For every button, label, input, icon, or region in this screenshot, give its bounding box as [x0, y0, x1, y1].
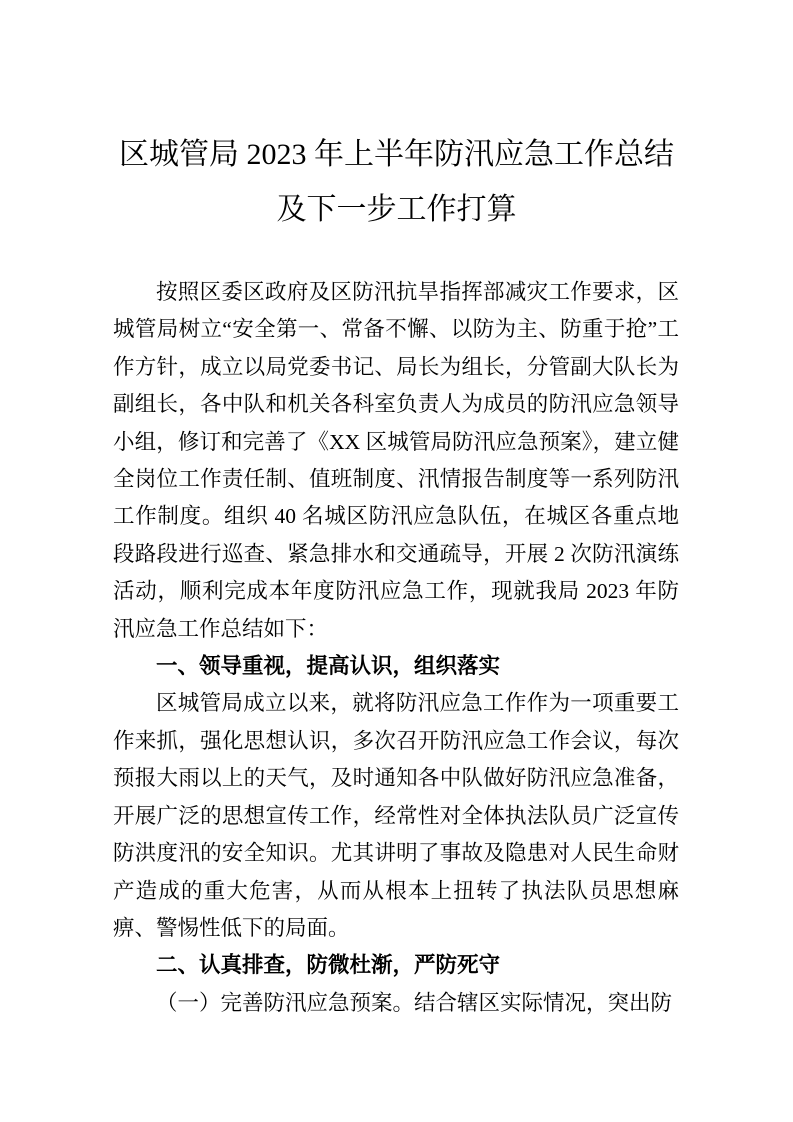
- document-title-line-1: 区城管局 2023 年上半年防汛应急工作总结: [119, 138, 674, 171]
- paragraph-intro: 按照区委区政府及区防汛抗旱指挥部减灾工作要求，区城管局树立“安全第一、常备不懈、以防为主、防重于抢”工作方针，成立以局党委书记、局长为组长，分管副大队长为副组长，各中队和机关各科室负责人为成员的防汛应急领导小组，修订和完善了《XX 区城管局防汛应急预案》，建立健全岗位工作责任制、值班制度、汛情报告制度等一系列防汛工作制度。组织 40 名城区防汛应急队伍，在城区各重点地段路段进行巡查、紧急排水和交通疏导，开展 2 次防汛演练活动，顺利完成本年度防汛应急工作，现就我局 2023 年防汛应急工作总结如下：: [113, 280, 679, 641]
- document-body: [113, 274, 679, 1022]
- paragraph-continuation: 结合辖区实际情况，突出防: [414, 990, 673, 1015]
- paragraph-section-1: 区城管局成立以来，就将防汛应急工作作为一项重要工作来抓，强化思想认识，多次召开防汛应急工作会议，每次预报大雨以上的天气，及时通知各中队做好防汛应急准备，开展广泛的思想宣传工作，经常性对全体执法队员广泛宣传防洪度汛的安全知识。尤其讲明了事故及隐患对人民生命财产造成的重大危害，从而从根本上扭转了执法队员思想麻痹、警惕性低下的局面。: [113, 691, 679, 940]
- paragraph-section-2: [113, 985, 679, 1022]
- section-heading-2: 二、认真排查，防微杜渐，严防死守: [156, 953, 501, 978]
- document-title-line-2: 及下一步工作打算: [276, 193, 517, 226]
- paragraph-lead-emphasis: （一）完善防汛应急预案。: [156, 990, 415, 1015]
- section-heading-1: 一、领导重视，提高认识，组织落实: [156, 654, 501, 679]
- document-title: [56, 127, 737, 237]
